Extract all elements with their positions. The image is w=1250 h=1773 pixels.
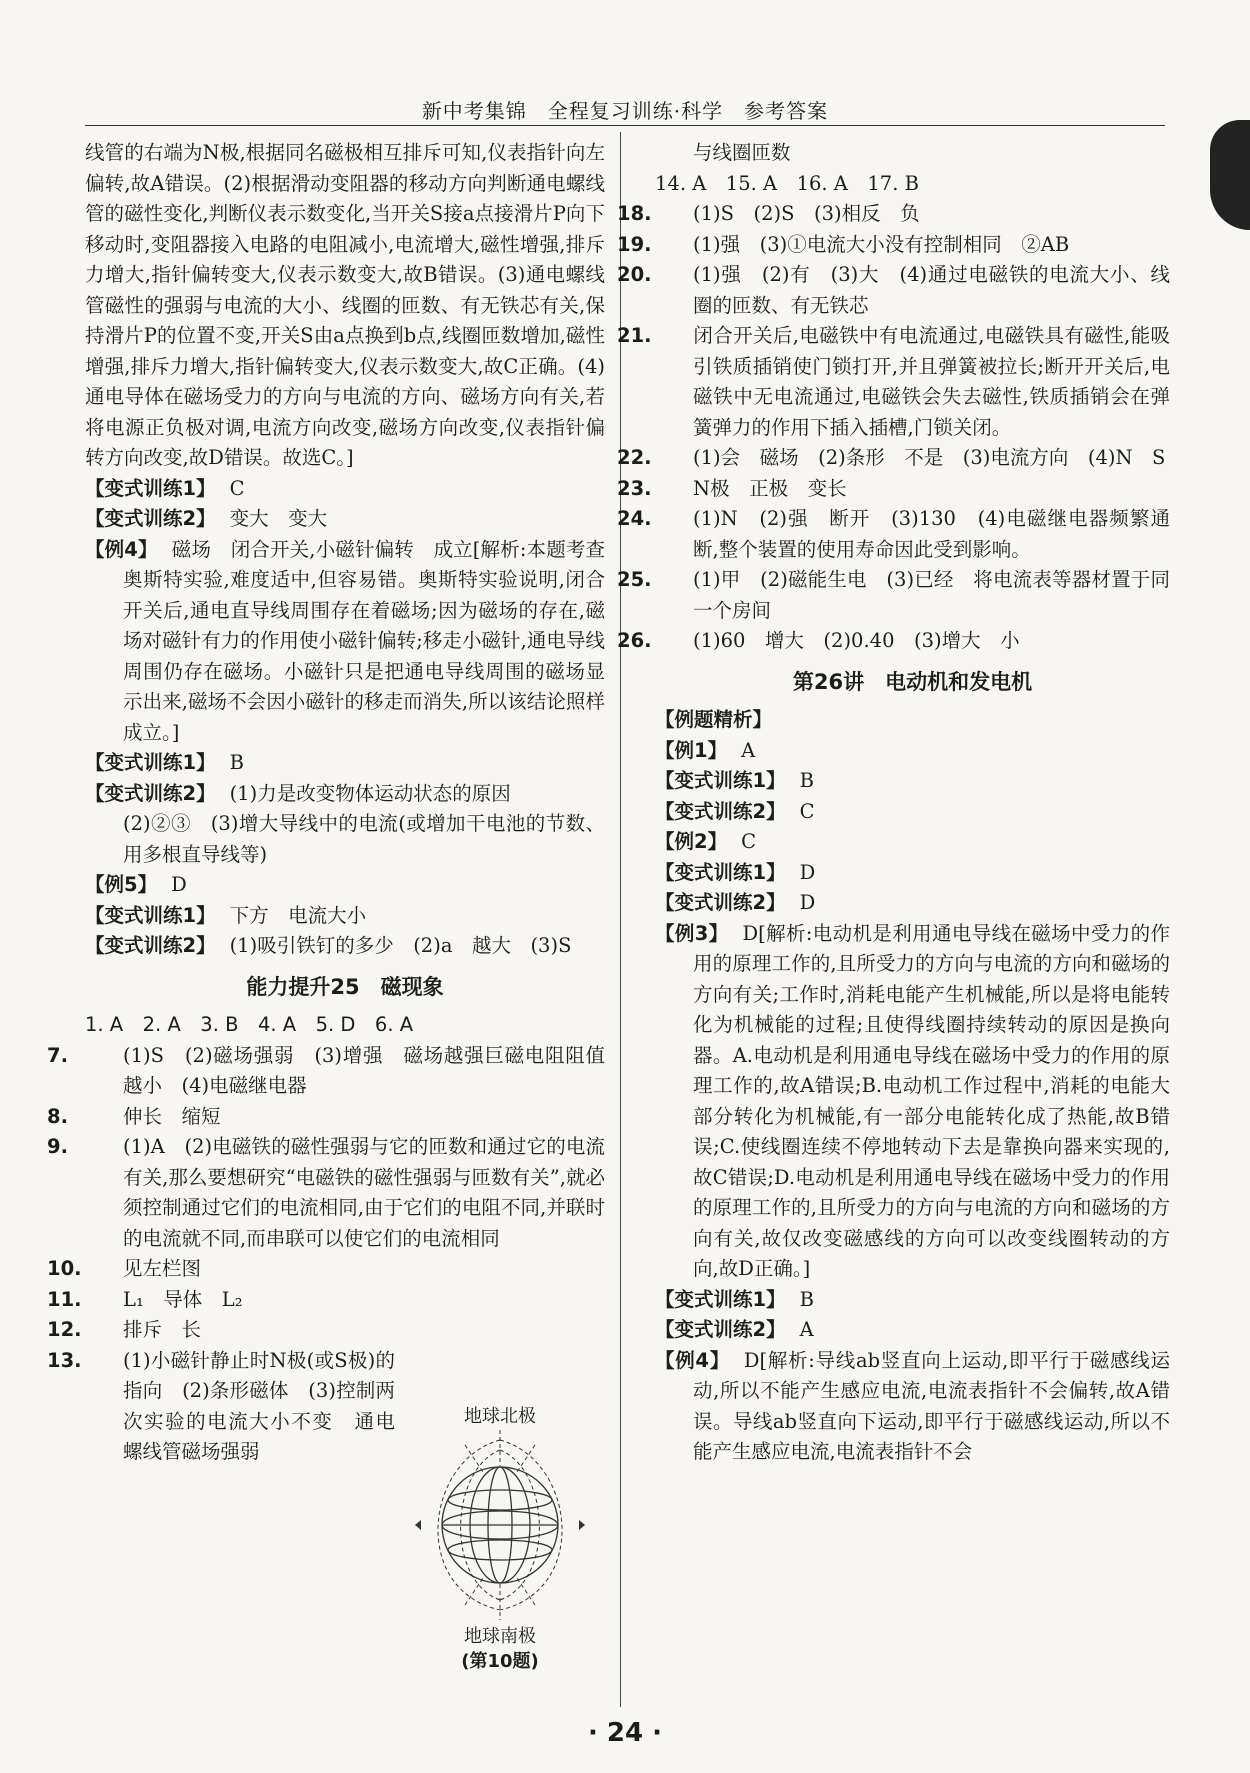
answer-line: 【变式训练2】 A [655, 1318, 814, 1341]
answer-line: 9. (1)A (2)电磁铁的磁性强弱与它的匝数和通过它的电流有关,那么要想研究“电磁铁的磁性强弱与匝数有关”,就必须控制通过它们的电流相同,由于它们的电阻不同,并联时的电流就不同,而串联可以使它们的电流相同 [47, 1135, 605, 1250]
answer-line: 22. (1)会 磁场 (2)条形 不是 (3)电流方向 (4)N S [617, 446, 1166, 469]
right-column [617, 138, 1170, 1468]
answer-value: 变大 变大 [229, 507, 328, 530]
answer-value: D [171, 873, 187, 896]
left-column [47, 138, 605, 1468]
answer-line: 10. 见左栏图 [47, 1257, 202, 1280]
answer-line [85, 474, 605, 505]
answer-line: 【变式训练2】 C [655, 799, 815, 823]
answer-label: 【变式训练1】 [85, 903, 216, 927]
answer-line: 【变式训练1】 B [655, 769, 814, 792]
answer-line [85, 779, 605, 810]
answer-continuation: 与线圈匝数 [693, 141, 791, 164]
answer-block: 【例4】 D[解析:导线ab竖直向上运动,即平行于磁感线运动,所以不能产生感应电流,电流表指针不会偏转,故A错误。导线ab竖直向下运动,即平行于磁感线运动,所以不能产生感应电流,电流表指针不会 [655, 1348, 1170, 1463]
answer-line: 18. (1)S (2)S (3)相反 负 [617, 202, 920, 225]
answer-line: 19. (1)强 (3)①电流大小没有控制相同 ②AB [617, 232, 1070, 256]
page-header: 新中考集锦 全程复习训练·科学 参考答案 [421, 99, 829, 123]
answer-label: 【变式训练1】 [85, 751, 216, 774]
figure-caption: (第10题) [461, 1651, 539, 1672]
answer-value: (1)力是改变物体运动状态的原因 [229, 781, 511, 805]
answer-value: 磁场 闭合开关,小磁针偏转 成立[解析:本题考查奥斯特实验,难度适中,但容易错。奥斯特实验说明,闭合开关后,通电直导线周围存在着磁场;因为磁场的存在,磁场对磁针有力的作用使小磁针偏转;移走小磁针,通电导线周围仍存在磁场。小磁针只是把通电导线周围的磁场显示出来,磁场不会因小磁针的移走而消失,所以该结论照样成立。] [123, 537, 605, 744]
section-title: 第26讲 电动机和发电机 [792, 669, 1033, 694]
answer-label: 【变式训练1】 [85, 476, 216, 500]
earth-magnetic-field-figure [405, 1402, 595, 1672]
answer-line: 【例1】 A [655, 738, 756, 762]
answer-line: 11. L₁ 导体 L₂ [47, 1287, 243, 1311]
answer-line: 24. (1)N (2)强 断开 (3)130 (4)电磁继电器频繁通断,整个装置的使用寿命因此受到影响。 [617, 507, 1170, 561]
answer-paragraph: 线管的右端为N极,根据同名磁极相互排斥可知,仪表指针向左偏转,故A错误。(2)根据滑动变阻器的移动方向判断通电螺线管的磁性变化,判断仪表示数变化,当开关S接a点接滑片P向下移动时,变阻器接入电路的电阻减小,电流增大,磁性增强,排斥力增大,指针偏转变大,仪表示数变大,故B错误。(3)通电螺线管磁性的强弱与电流的大小、线圈的匝数、有无铁芯有关,保持滑片P的位置不变,开关S由a点换到b点,线圈匝数增加,磁性增强,排斥力增大,指针偏转变大,仪表示数变大,故C正确。(4)通电导体在磁场受力的方向与电流的方向、磁场方向有关,若将电源正负极对调,电流方向改变,磁场方向改变,仪表指针偏转方向改变,故D错误。故选C。] [85, 141, 605, 469]
answer-line: 23. N极 正极 变长 [617, 476, 847, 500]
globe-diagram [405, 1430, 595, 1620]
answer-line: 13. (1)小磁针静止时N极(或S极)的指向 (2)条形磁体 (3)控制两次实验的电流大小不变 通电螺线管磁场强弱 [47, 1348, 395, 1463]
answer-value: (1)吸引铁钉的多少 (2)a 越大 (3)S [229, 934, 572, 957]
answer-label: 【变式训练2】 [85, 507, 216, 530]
answer-line [85, 504, 605, 535]
answer-label: 【例4】 [85, 537, 158, 561]
answer-block [85, 535, 605, 749]
answer-line: 7. (1)S (2)磁场强弱 (3)增强 磁场越强巨磁电阻阻值越小 (4)电磁继电器 [47, 1043, 605, 1097]
header-rule [85, 125, 1165, 126]
answer-label: 【变式训练2】 [85, 781, 216, 805]
answer-value: 下方 电流大小 [229, 903, 367, 927]
scan-mark [1210, 120, 1250, 230]
answer-line: 14. A 15. A 16. A 17. B [655, 171, 919, 195]
answer-line [85, 901, 605, 932]
subsection-title: 【例题精析】 [655, 708, 773, 731]
answer-line [85, 931, 605, 962]
answer-label: 【变式训练2】 [85, 934, 216, 957]
answer-line: 【变式训练1】 B [655, 1287, 814, 1311]
north-label: 地球北极 [464, 1406, 536, 1427]
answer-line: 20. (1)强 (2)有 (3)大 (4)通过电磁铁的电流大小、线圈的匝数、有无铁芯 [617, 263, 1170, 317]
answer-line: 8. 伸长 缩短 [47, 1104, 221, 1128]
answer-continuation: (2)②③ (3)增大导线中的电流(或增加干电池的节数、用多根直导线等) [123, 812, 605, 866]
answer-line: 21. 闭合开关后,电磁铁中有电流通过,电磁铁具有磁性,能吸引铁质插销使门锁打开,并且弹簧被拉长;断开开关后,电磁铁中无电流通过,电磁铁会失去磁性,铁质插销会在弹簧弹力的作用下插入插槽,门锁关闭。 [617, 324, 1170, 439]
answer-line [85, 870, 605, 901]
answer-value: C [229, 476, 245, 500]
answer-line: 【变式训练2】 D [655, 891, 816, 914]
answer-line: 1. A 2. A 3. B 4. A 5. D 6. A [85, 1013, 414, 1036]
column-divider [620, 132, 621, 1707]
answer-line: 【例2】 C [655, 830, 756, 853]
section-title: 能力提升25 磁现象 [246, 974, 444, 999]
south-label: 地球南极 [464, 1626, 536, 1647]
answer-line: 26. (1)60 增大 (2)0.40 (3)增大 小 [617, 629, 1020, 652]
answer-block: 【例3】 D[解析:电动机是利用通电导线在磁场中受力的作用的原理工作的,且所受力的方向与电流的方向和磁场的方向有关;工作时,消耗电能产生机械能,所以是将电能转化为机械能的过程;且使得线圈持续转动的原因是换向器。A.电动机是利用通电导线在磁场中受力的作用的原理工作的,故A错误;B.电动机工作过程中,消耗的电能大部分转化为机械能,有一部分电能转化成了热能,故B错误;C.使线圈连续不停地转动下去是靠换向器来实现的,故C错误;D.电动机是利用通电导线在磁场中受力的作用的原理工作的,且所受力的方向与电流的方向和磁场的方向有关,故仅改变磁感线的方向可以改变线圈转动的方向,故D正确。] [655, 921, 1170, 1280]
answer-value: B [229, 751, 244, 774]
answer-line: 【变式训练1】 D [655, 860, 816, 884]
answer-line: 25. (1)甲 (2)磁能生电 (3)已经 将电流表等器材置于同一个房间 [617, 568, 1170, 622]
answer-line: 12. 排斥 长 [47, 1318, 202, 1341]
answer-label: 【例5】 [85, 873, 158, 896]
answer-line [85, 748, 605, 779]
page-number: · 24 · [587, 1718, 663, 1748]
